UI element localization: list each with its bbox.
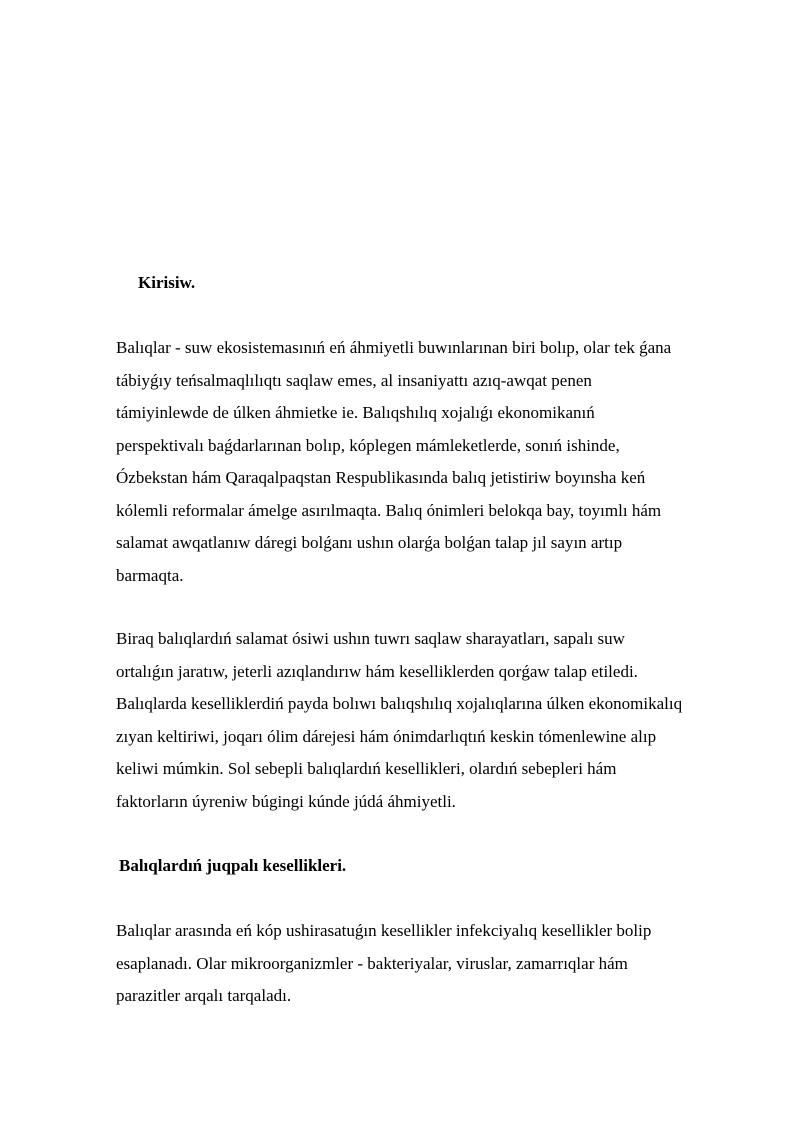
text-line: támiyinlewde de úlken áhmietke ie. Balıqshılıq xojalıǵı ekonomikanıń [116, 403, 595, 422]
section-heading-infectious-diseases: Balıqlardıń juqpalı kesellikleri. [119, 856, 347, 875]
text-line: keliwi múmkin. Sol sebepli balıqlardıń kesellikleri, olardıń sebepleri hám [116, 759, 617, 778]
text-line: perspektivalı baǵdarlarınan bolıp, kóplegen mámleketlerde, sonıń ishinde, [116, 435, 620, 455]
text-line: parazitler arqalı tarqaladı. [116, 986, 292, 1005]
paragraph-infectious-diseases [116, 915, 651, 1013]
text-line: barmaqta. [116, 565, 184, 585]
text-line: salamat awqatlanıw dáregi bolǵanı ushın olarǵa bolǵan talap jıl sayın artıp [116, 533, 623, 552]
text-line: ortalıǵın jaratıw, jeterli azıqlandırıw hám keselliklerden qorǵaw talap etiledi. [116, 661, 638, 681]
text-line: Balıqlar - suw ekosistemasınıń eń áhmiyetli buwınlarınan biri bolıp, olar tek ǵana [116, 338, 672, 357]
paragraph-health-conditions [116, 623, 682, 818]
text-line: faktorların úyreniw búgingi kúnde júdá áhmiyetli. [116, 791, 456, 811]
paragraph-intro [116, 332, 671, 592]
text-line: Biraq balıqlardıń salamat ósiwi ushın tuwrı saqlaw sharayatları, sapalı suw [116, 629, 625, 648]
text-line: Balıqlar arasında eń kóp ushirasatuǵın kesellikler infekciyalıq kesellikler bolip [116, 921, 652, 940]
section-heading-intro: Kirisiw. [138, 273, 196, 292]
text-line: zıyan keltiriwi, joqarı ólim dárejesi hám ónimdarlıqtıń keskin tómenlewine alıp [116, 726, 657, 746]
text-line: Balıqlarda keselliklerdiń payda bolıwı balıqshılıq xojalıqlarına úlken ekonomikalıq [116, 694, 683, 713]
text-line: esaplanadı. Olar mikroorganizmler - bakteriyalar, viruslar, zamarrıqlar hám [116, 953, 628, 973]
text-line: Ózbekstan hám Qaraqalpaqstan Respublikasında balıq jetistiriw boyınsha keń [116, 468, 646, 487]
text-line: kólemli reformalar ámelge asırılmaqta. Balıq ónimleri belokqa bay, toyımlı hám [116, 500, 662, 520]
text-line: tábiyǵıy teńsalmaqlılıqtı saqlaw emes, al insaniyattı azıq-awqat penen [116, 370, 592, 390]
